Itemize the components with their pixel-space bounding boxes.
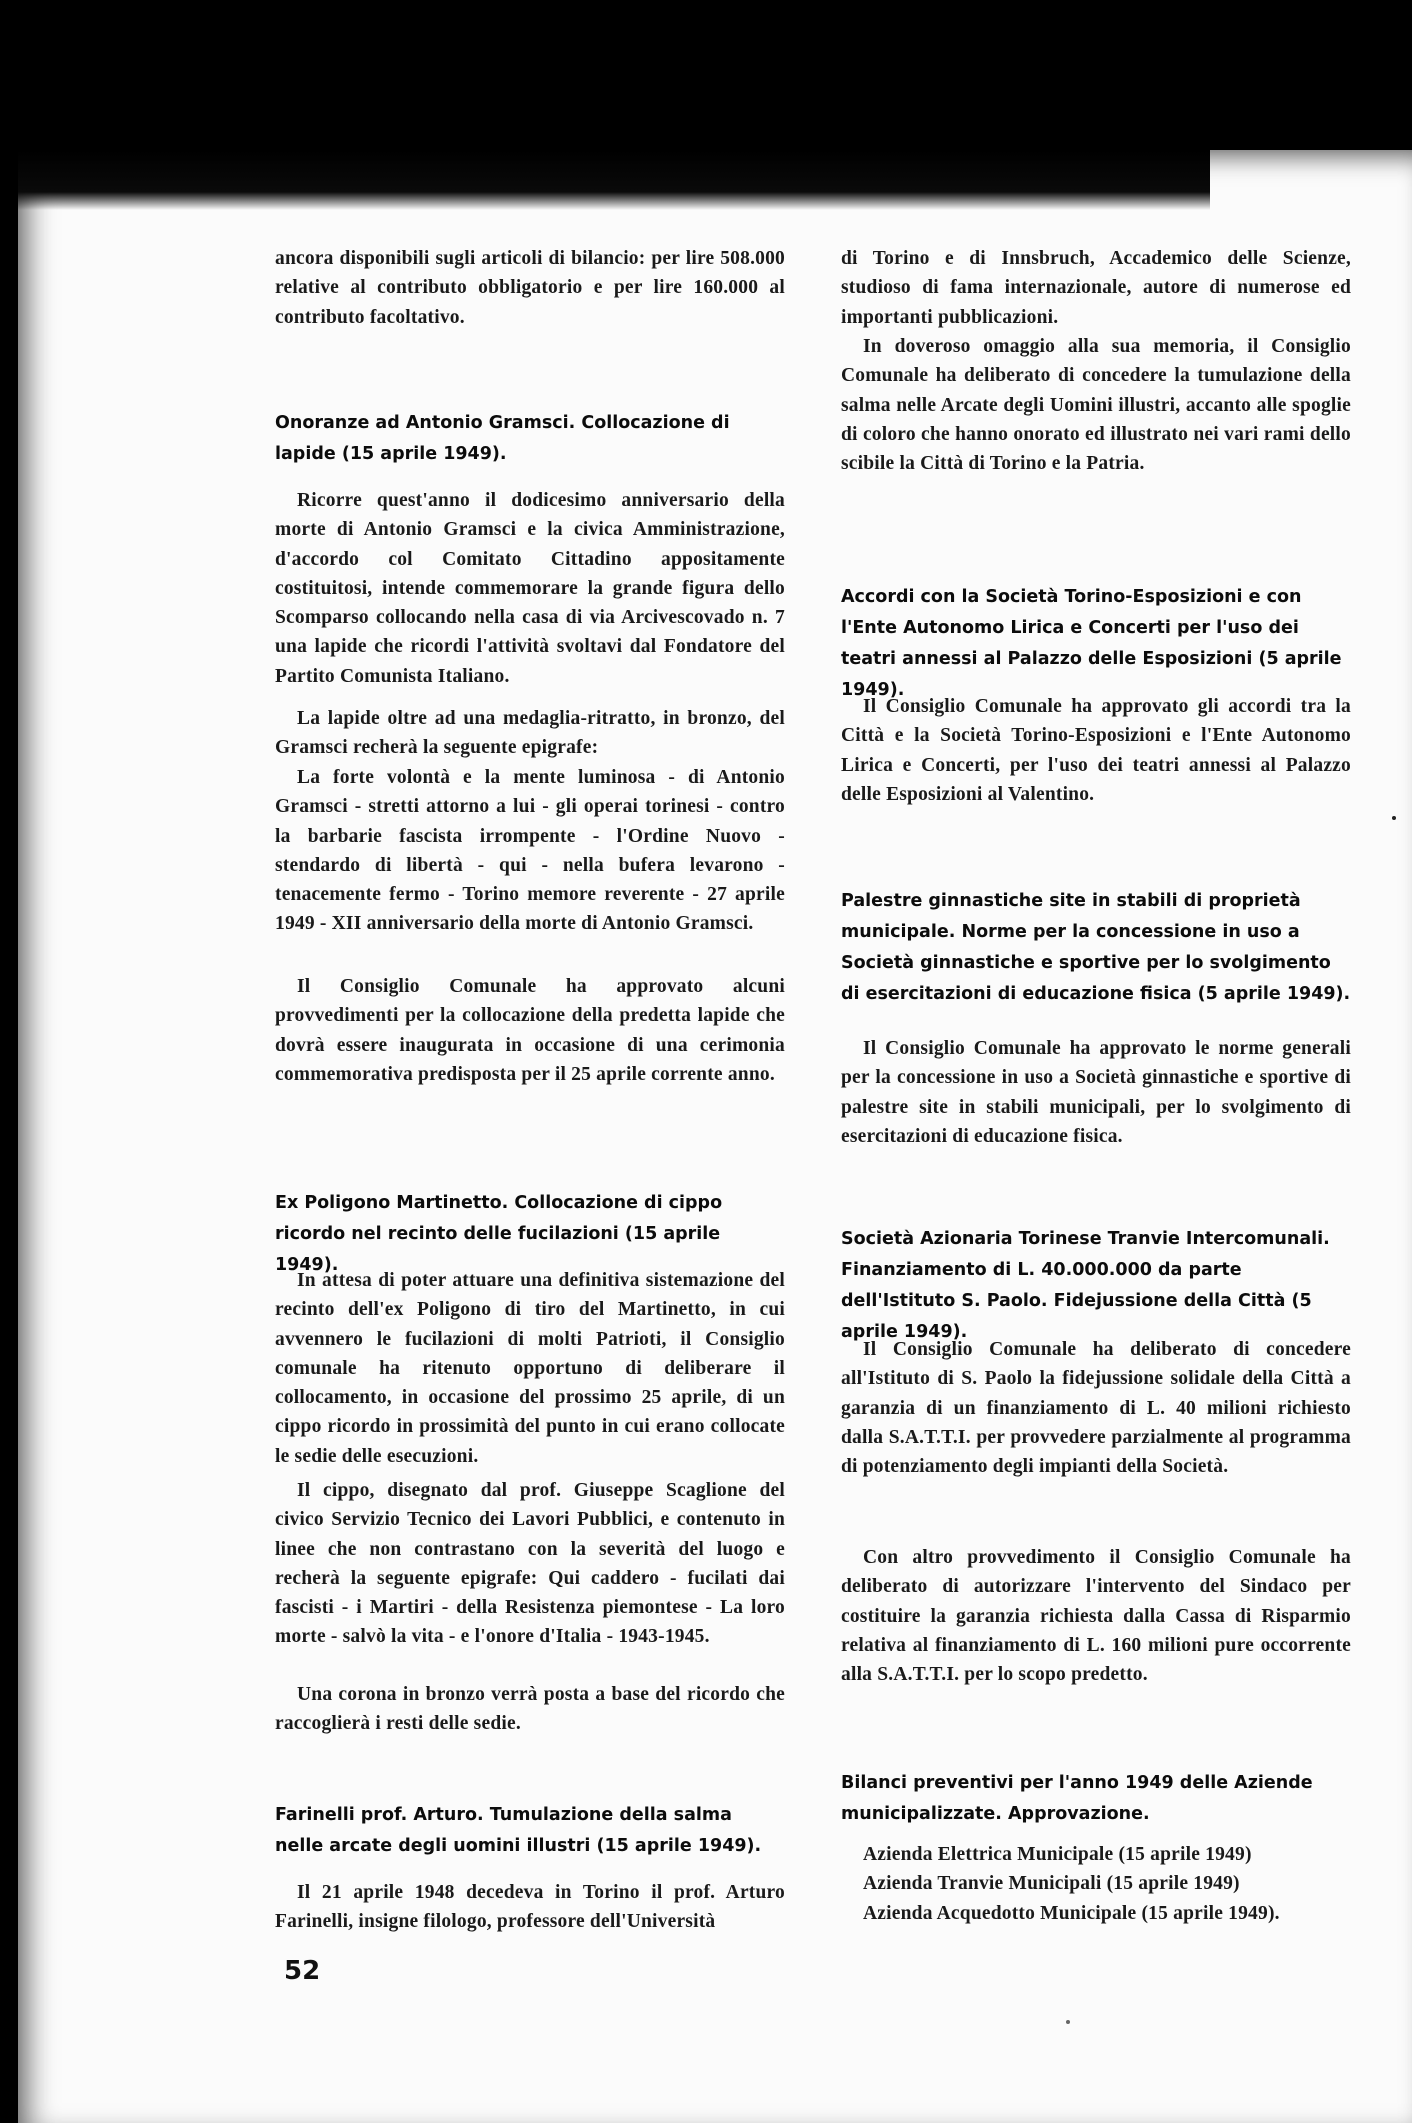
poligono-paragraph-2: Il cippo, disegnato dal prof. Giuseppe Scaglione del civico Servizio Tecnico dei Lavori Pubblici, e contenuto in linee che non contrastano con la severità del luogo e recherà la seguente epigrafe: Qui caddero - fucilati dai fascisti - i Martiri - della Resistenza piemontese - La loro morte - salvò la vita - e l'onore d'Italia - 1943-1945. bbox=[275, 1480, 785, 1648]
farinelli-continued: di Torino e di Innsbruch, Accademico delle Scienze, studioso di fama internazionale, autore di numerose ed importanti pubblicazioni. bbox=[841, 248, 1351, 328]
tranvie-paragraph-2: Con altro provvedimento il Consiglio Comunale ha deliberato di autorizzare l'intervento del Sindaco per costituire la garanzia richiesta dalla Cassa di Risparmio relativa al finanziamento di L. 160 milioni pure occorrente alla S.A.T.T.I. per lo scopo predetto. bbox=[841, 1547, 1351, 1686]
document-page bbox=[18, 150, 1412, 2123]
tranvie-paragraph-1: Il Consiglio Comunale ha deliberato di concedere all'Istituto di S. Paolo la fidejussione solidale della Città a garanzia di un finanziamento di L. 40 milioni richiesto dalla S.A.T.T.I. per provvedere parzialmente al programma di potenziamento degli impianti della Società. bbox=[841, 1339, 1351, 1478]
list-item: Azienda Tranvie Municipali (15 aprile 1949) bbox=[863, 1873, 1240, 1895]
scan-top-shadow bbox=[18, 150, 1210, 210]
gramsci-paragraph-3: Il Consiglio Comunale ha approvato alcuni provvedimenti per la collocazione della predetta lapide che dovrà essere inaugurata in occasione di una cerimonia commemorativa predisposta per il 25 aprile corrente anno. bbox=[275, 976, 785, 1085]
gramsci-paragraph-2: La lapide oltre ad una medaglia-ritratto, in bronzo, del Gramsci recherà la seguente epigrafe: bbox=[275, 708, 785, 759]
gramsci-heading: Onoranze ad Antonio Gramsci. Collocazione di lapide (15 aprile 1949). bbox=[275, 413, 730, 464]
ink-speck bbox=[1392, 816, 1396, 820]
ink-speck bbox=[1066, 2020, 1070, 2024]
poligono-paragraph-1: In attesa di poter attuare una definitiva sistemazione del recinto dell'ex Poligono di tiro del Martinetto, in cui avvennero le fucilazioni di molti Patrioti, il Consiglio comunale ha ritenuto opportuno di deliberare il collocamento, in occasione del prossimo 25 aprile, di un cippo ricordo in prossimità del punto in cui erano collocate le sedie delle esecuzioni. bbox=[275, 1270, 785, 1467]
poligono-paragraph-3: Una corona in bronzo verrà posta a base del ricordo che raccoglierà i resti delle sedie. bbox=[275, 1684, 785, 1735]
gramsci-epigraph: La forte volontà e la mente luminosa - di Antonio Gramsci - stretti attorno a lui - gli operai torinesi - contro la barbarie fascista irrompente - l'Ordine Nuovo - stendardo di libertà - qui - nella bufera levarono - tenacemente fermo - Torino memore reverente - 27 aprile 1949 - XII anniversario della morte di Antonio Gramsci. bbox=[275, 767, 785, 935]
list-item: Azienda Elettrica Municipale (15 aprile 1949) bbox=[863, 1844, 1252, 1865]
list-item: Azienda Acquedotto Municipale (15 aprile 1949). bbox=[863, 1902, 1280, 1924]
bilanci-list bbox=[841, 1840, 1351, 1928]
farinelli-paragraph-1: Il 21 aprile 1948 decedeva in Torino il prof. Arturo Farinelli, insigne filologo, professore dell'Università bbox=[275, 1882, 785, 1933]
accordi-paragraph-1: Il Consiglio Comunale ha approvato gli accordi tra la Città e la Società Torino-Esposizioni e l'Ente Autonomo Lirica e Concerti, per l'uso dei teatri annessi al Palazzo delle Esposizioni al Valentino. bbox=[841, 696, 1351, 805]
poligono-heading: Ex Poligono Martinetto. Collocazione di cippo ricordo nel recinto delle fucilazioni (15 aprile 1949). bbox=[275, 1193, 723, 1275]
tranvie-heading: Società Azionaria Torinese Tranvie Intercomunali. Finanziamento di L. 40.000.000 da parte dell'Istituto S. Paolo. Fidejussione della Città (5 aprile 1949). bbox=[841, 1229, 1330, 1342]
farinelli-heading: Farinelli prof. Arturo. Tumulazione della salma nelle arcate degli uomini illustri (15 aprile 1949). bbox=[275, 1805, 762, 1856]
gramsci-paragraph-1: Ricorre quest'anno il dodicesimo anniversario della morte di Antonio Gramsci e la civica Amministrazione, d'accordo col Comitato Cittadino appositamente costituitosi, intende commemorare la grande figura dello Scomparso collocando nella casa di via Arcivescovado n. 7 una lapide che ricordi l'attività svoltavi dal Fondatore del Partito Comunista Italiano. bbox=[275, 490, 785, 687]
bilanci-heading: Bilanci preventivi per l'anno 1949 delle Aziende municipalizzate. Approvazione. bbox=[841, 1773, 1313, 1824]
palestre-paragraph-1: Il Consiglio Comunale ha approvato le norme generali per la concessione in uso a Società ginnastiche e sportive di palestre site in stabili municipali, per lo svolgimento di esercitazioni di educazione fisica. bbox=[841, 1038, 1351, 1147]
page-number: 52 bbox=[284, 1956, 321, 1986]
farinelli-paragraph-2: In doveroso omaggio alla sua memoria, il Consiglio Comunale ha deliberato di concedere la tumulazione della salma nelle Arcate degli Uomini illustri, accanto alle spoglie di coloro che hanno onorato ed illustrato nei vari rami dello scibile la Città di Torino e la Patria. bbox=[841, 336, 1351, 475]
intro-paragraph: ancora disponibili sugli articoli di bilancio: per lire 508.000 relative al contributo obbligatorio e per lire 160.000 al contributo facoltativo. bbox=[275, 248, 785, 328]
palestre-heading: Palestre ginnastiche site in stabili di proprietà municipale. Norme per la concessione in uso a Società ginnastiche e sportive per lo svolgimento di esercitazioni di educazione fisica (5 aprile 1949). bbox=[841, 891, 1351, 1004]
accordi-heading: Accordi con la Società Torino-Esposizioni e con l'Ente Autonomo Lirica e Concerti per l'uso dei teatri annessi al Palazzo delle Esposizioni (5 aprile 1949). bbox=[841, 587, 1342, 700]
